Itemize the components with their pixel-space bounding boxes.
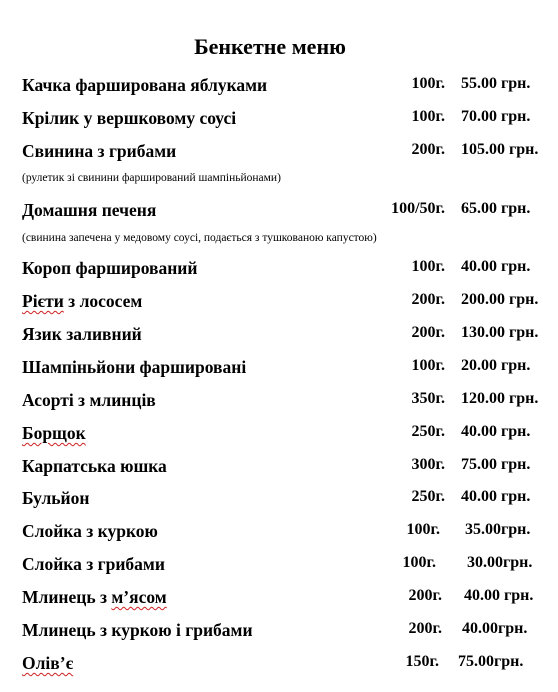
item-name: Млинець з куркою і грибами: [22, 620, 253, 640]
item-weight: 300г.: [411, 456, 445, 473]
menu-item: [0, 108, 558, 132]
item-weight: 100г.: [411, 357, 445, 374]
menu-item: [0, 200, 558, 224]
item-name-part: м’ясом: [111, 587, 167, 607]
item-price: 105.00 грн.: [461, 141, 539, 158]
menu-item: [0, 653, 558, 677]
menu-item: [0, 521, 558, 545]
item-weight: 100г.: [411, 108, 445, 125]
item-name: Шампіньйони фаршировані: [22, 357, 247, 377]
item-weight: 100/50г.: [391, 200, 445, 217]
item-name: Домашня печеня: [22, 200, 157, 220]
item-name-part: Млинець з: [22, 587, 112, 607]
item-name: [22, 587, 167, 608]
item-name-part: Рієти: [22, 291, 64, 311]
item-name: Крілик у вершковому соусі: [22, 108, 237, 128]
item-price: 20.00 грн.: [461, 357, 531, 374]
item-weight: 150г.: [405, 653, 439, 670]
item-weight: 200г.: [408, 587, 442, 604]
menu-item: [0, 554, 558, 578]
menu-item: [0, 587, 558, 611]
item-name: Бульйон: [22, 488, 90, 508]
item-price: 40.00 грн.: [461, 423, 531, 440]
item-note: (рулетик зі свинини фарширований шампіньйонами): [22, 172, 281, 184]
item-price: 70.00 грн.: [461, 108, 531, 125]
menu-item: [0, 423, 558, 447]
menu-item: [0, 324, 558, 348]
menu-item: [0, 620, 558, 644]
item-name: Язик заливний: [22, 324, 142, 344]
item-price: 40.00грн.: [462, 620, 528, 637]
item-weight: 350г.: [411, 390, 445, 407]
item-price: 65.00 грн.: [461, 200, 531, 217]
item-name: Олів’є: [22, 653, 74, 673]
item-weight: 100г.: [406, 521, 440, 538]
menu-item: [0, 75, 558, 99]
menu-item: [0, 357, 558, 381]
item-price: 75.00грн.: [458, 653, 524, 670]
item-weight: 250г.: [411, 488, 445, 505]
item-name: Короп фарширований: [22, 258, 198, 278]
item-weight: 250г.: [411, 423, 445, 440]
item-weight: 200г.: [408, 620, 442, 637]
menu-item: [0, 488, 558, 512]
item-name: Карпатська юшка: [22, 456, 167, 476]
item-name: Свинина з грибами: [22, 141, 177, 161]
item-weight: 200г.: [411, 291, 445, 308]
item-weight: 100г.: [411, 75, 445, 92]
item-price: 40.00 грн.: [461, 258, 531, 275]
item-weight: 100г.: [411, 258, 445, 275]
item-name: Асорті з млинців: [22, 390, 156, 410]
menu-item: [0, 291, 558, 315]
item-weight: 100г.: [402, 554, 436, 571]
item-price: 75.00 грн.: [461, 456, 531, 473]
item-price: 40.00 грн.: [464, 587, 534, 604]
item-name: Слойка з куркою: [22, 521, 158, 541]
item-price: 200.00 грн.: [461, 291, 539, 308]
item-name: [22, 291, 142, 312]
item-price: 40.00 грн.: [461, 488, 531, 505]
item-price: 35.00грн.: [465, 521, 531, 538]
item-price: 55.00 грн.: [461, 75, 531, 92]
menu-item: [0, 141, 558, 165]
item-price: 120.00 грн.: [461, 390, 539, 407]
menu-title: Бенкетне меню: [194, 34, 346, 59]
item-price: 30.00грн.: [467, 554, 533, 571]
item-note: (свинина запечена у медовому соусі, подається з тушкованою капустою): [22, 232, 377, 244]
menu-item: [0, 390, 558, 414]
item-name: Качка фарширована яблуками: [22, 75, 268, 95]
menu-item: [0, 456, 558, 480]
item-weight: 200г.: [411, 141, 445, 158]
menu-item: [0, 258, 558, 282]
item-name: Слойка з грибами: [22, 554, 165, 574]
item-name: Борщок: [22, 423, 86, 443]
item-name-part: з лососем: [63, 291, 143, 311]
item-weight: 200г.: [411, 324, 445, 341]
item-price: 130.00 грн.: [461, 324, 539, 341]
